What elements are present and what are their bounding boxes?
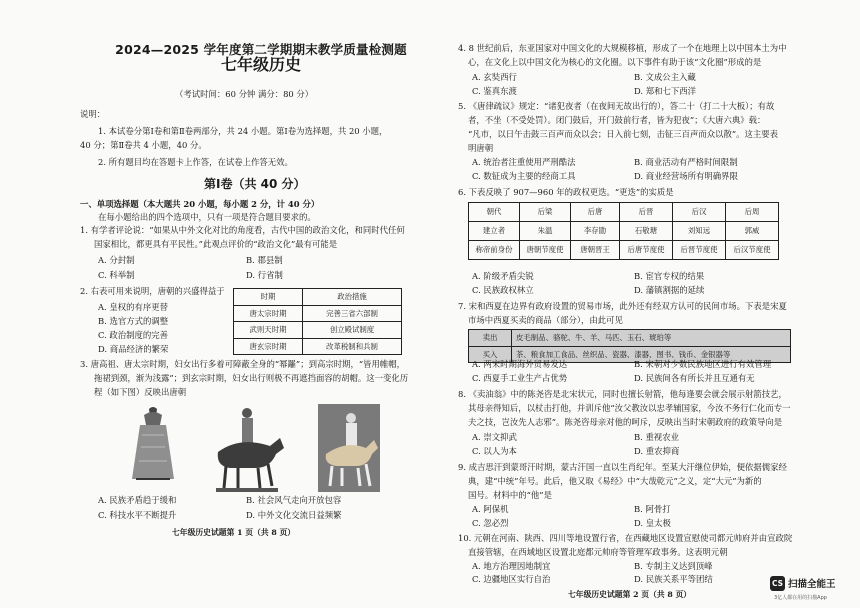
q9-option-b: B. 阿骨打 [634,504,671,514]
q1-option-c: C. 科举制 [98,270,135,280]
q8-option-a: A. 崇文抑武 [472,432,517,442]
q4-option-c: C. 鉴真东渡 [472,86,517,96]
q9-option-a: A. 阿保机 [472,504,509,514]
q9-stem-2: 典，建“中统”年号。此后，他又取《易经》中“大哉乾元”之义，定“大元”为新的 [468,476,762,486]
q9-option-d: D. 皇太极 [634,518,671,528]
q2-table-head: 政治措施 [303,289,402,306]
q2-table-cell: 武则天时期 [234,322,303,339]
q6-stem: 6. 下表反映了 907—960 年的政权更迭。“更迭”的实质是 [458,187,674,197]
q2-option-a: A. 皇权的有序更替 [98,302,168,312]
q3-stem-2: 拖裙到颈，渐为浅露”；到玄宗时期，妇女出行则极不再遮挡面容的胡帽。这一变化历 [94,373,409,383]
q5-stem-1: 5. 《唐律疏议》规定：“诸犯夜者（在夜间无故出行的），答二十（打二十大板）；有故 [458,101,775,111]
q6-cell: 建立者 [469,222,520,241]
q9-stem-1: 9. 成吉思汗到蒙哥汗时期，蒙古汗国一直以生肖纪年。至某大汗继位伊始，便依据儒家经 [458,462,787,472]
q6-cell: 后梁 [520,203,571,222]
q2-table-cell: 唐玄宗时期 [234,338,303,355]
q3-option-d: D. 中外文化交流日益频繁 [246,510,342,520]
q3-stem-1: 3. 唐高祖、唐太宗时期，妇女出行多着可障蔽全身的“幂䍦”；到高宗时期，“皆用帷帽， [80,359,405,369]
subject-title: 七年级历史 [220,55,301,74]
camscanner-logo-icon: CS [770,576,785,591]
q5-option-b: B. 商业活动有严格时间限制 [634,157,738,167]
q3-option-a: A. 民族矛盾趋于缓和 [98,495,177,505]
section-title: 第Ⅰ卷（共 40 分） [204,177,306,191]
q6-option-d: D. 藩镇割据的延续 [634,285,705,295]
q4-option-a: A. 玄奘西行 [472,72,517,82]
note-1a: 1. 本试卷分第Ⅰ卷和第Ⅱ卷两部分，共 24 小题。第Ⅰ卷为选择题，共 20 小题， [98,126,388,136]
q6-option-a: A. 阶级矛盾尖锐 [472,271,534,281]
scanner-watermark [770,571,854,605]
q8-option-d: D. 重农抑商 [634,446,680,456]
q6-cell: 石敬瑭 [620,222,673,241]
q6-cell: 后汉节度使 [726,241,779,260]
q1-option-a: A. 分封制 [98,255,135,265]
figure-horse-rider-1 [210,404,290,494]
brand-slogan: 3亿人都在用的扫描App [774,595,827,601]
figure-mili-woman [128,405,178,483]
q7-option-b: B. 宋朝对少数民族地区进行有效管理 [634,359,772,369]
q10-stem-2: 直接管辖，在西域地区设置北庭都元帅府等管理军政事务。这表明元朝 [468,547,728,557]
q6-table [468,202,779,260]
note-2: 2. 所有题目均在答题卡上作答，在试卷上作答无效。 [98,157,293,167]
q5-option-c: C. 数钲成为主要的经商工具 [472,171,576,181]
q6-option-c: C. 民族政权林立 [472,285,534,295]
q6-cell: 李存勖 [571,222,620,241]
q7-cell: 买入 [469,346,512,363]
q10-option-b: B. 专制主义达到顶峰 [634,561,713,571]
q6-cell: 郭威 [726,222,779,241]
q8-stem-1: 8. 《卖油翁》中的陈尧咨是北宋状元，同时也擅长射箭，他每逢要会就会展示射箭技艺， [458,389,787,399]
q9-option-c: C. 忽必烈 [472,518,509,528]
q6-cell: 后周 [726,203,779,222]
q8-option-b: B. 重视农业 [634,432,679,442]
q3-stem-3: 程（如下图）反映出唐朝 [94,387,187,397]
q5-stem-2: 者，不坐（不受处罚）。闭门鼓后，开门鼓前行者，皆为犯夜”；《大唐六典》载： [468,115,766,125]
q2-table-cell: 创立殿试制度 [303,322,402,339]
q6-cell: 后唐 [571,203,620,222]
q2-option-c: C. 政治制度的完善 [98,330,169,340]
q7-stem-2: 市场中西夏买卖的商品（部分），由此可见 [468,315,623,325]
q2-table [233,288,402,355]
q6-cell: 后唐节度使 [620,241,673,260]
q4-option-d: D. 郑和七下西洋 [634,86,696,96]
q7-stem-1: 7. 宋和西夏在边界有政府设置的贸易市场，此外还有经双方认可的民间市场。下表是宋夏 [458,301,787,311]
q2-option-b: B. 选官方式的调整 [98,316,169,326]
q6-cell: 唐朝节度使 [520,241,571,260]
notes-label: 说明： [80,109,106,119]
exam-info: （考试时间：60 分钟 满分：80 分） [175,89,314,99]
q5-option-a: A. 统治者注重使用严刑酷法 [472,157,576,167]
q7-cell: 茶、粮食加工食品、丝织品、瓷器、漆器、图书、钱币、金银器等 [512,346,791,363]
q4-option-b: B. 文成公主入藏 [634,72,696,82]
brand-name: 扫描全能王 [788,579,836,590]
page-footer-right: 七年级历史试题第 2 页（共 8 页） [568,590,692,599]
q6-cell: 后晋 [620,203,673,222]
q7-option-d: D. 民族间各有所长并且互通有无 [634,373,755,383]
q1-option-b: B. 郡县制 [246,255,283,265]
q5-option-d: D. 商业经营场所有明确界限 [634,171,738,181]
q3-option-b: B. 社会风气走向开放包容 [246,495,342,505]
q6-cell: 唐朝晋王 [571,241,620,260]
section-intro-2: 在每小题给出的四个选项中，只有一项是符合题目要求的。 [98,212,316,222]
q7-option-c: C. 西夏手工业生产占优势 [472,373,568,383]
q1-option-d: D. 行省制 [246,270,283,280]
q4-stem-1: 4. 8 世纪前后，东亚国家对中国文化的大规模移植，形成了一个在地理上以中国本土为中 [458,43,787,53]
q4-stem-2: 心，在文化上以中国文化为核心的文化圈。以下事件有助于该“文化圈”形成的是 [468,57,762,67]
q2-table-head: 时期 [234,289,303,306]
q10-option-d: D. 民族关系平等团结 [634,574,713,584]
q2-option-d: D. 商品经济的繁荣 [98,344,169,354]
q3-option-c: C. 科技水平不断提升 [98,510,177,520]
q2-stem: 2. 右表可用来说明，唐朝的兴盛得益于 [80,286,225,296]
q7-cell: 卖出 [469,330,512,347]
q8-stem-2: 其母亲得知后，以杖击打他，并训斥他“汝父教汝以忠孝辅国家，今汝不务行仁化而专一 [468,403,791,413]
q6-option-b: B. 宦官专权的结果 [634,271,705,281]
q8-option-c: C. 以人为本 [472,446,517,456]
q6-cell: 朱温 [520,222,571,241]
q10-option-c: C. 边疆地区实行自治 [472,574,551,584]
q10-option-a: A. 地方治理因地制宜 [472,561,551,571]
q2-table-cell: 唐太宗时期 [234,305,303,322]
q8-stem-3: 夫之技，岂汝先人志邪”。陈尧咨母亲对他的呵斥，反映出当时宋朝政府的政策导向是 [468,417,783,427]
q7-option-a: A. 两宋时期海外贸易发达 [472,359,568,369]
q9-stem-3: 国号。材料中的“他”是 [468,490,552,500]
q1-stem-1: 1. 有学者评论说：“如果从中外文化对比的角度看，古代中国的政治文化，和同时代任何 [80,225,405,235]
q6-cell: 后汉 [673,203,726,222]
q6-cell: 朝代 [469,203,520,222]
q6-cell: 称帝前身份 [469,241,520,260]
page-footer-left: 七年级历史试题第 1 页（共 8 页） [172,528,296,537]
q6-cell: 刘知远 [673,222,726,241]
q1-stem-2: 国家相比，都更具有平民性。”此观点评价的“政治文化”最有可能是 [94,239,338,249]
q2-table-cell: 完善三省六部制 [303,305,402,322]
section-intro-1: 一、单项选择题（本大题共 20 小题，每小题 2 分，计 40 分） [80,199,320,209]
figure-horse-rider-2 [318,404,380,492]
note-1b: 40 分；第Ⅱ卷共 4 小题，40 分。 [80,140,207,150]
q10-stem-1: 10. 元朝在河南、陕西、四川等地设置行省，在西藏地区设置宣慰使司都元帅府并由宣政院 [458,533,793,543]
q5-stem-3: “凡市，以日午击鼓三百声而众以会；日入前七刻，击钲三百声而众以散”。这主要表 [468,129,779,139]
q6-cell: 后晋节度使 [673,241,726,260]
exam-title: 2024—2025 学年度第二学期期末教学质量检测题 [115,42,407,57]
q7-cell: 皮毛制品、骆驼、牛、羊、马匹、玉石、琥珀等 [512,330,791,347]
q5-stem-4: 明唐朝 [468,143,494,153]
q2-table-cell: 改革税制和兵制 [303,338,402,355]
